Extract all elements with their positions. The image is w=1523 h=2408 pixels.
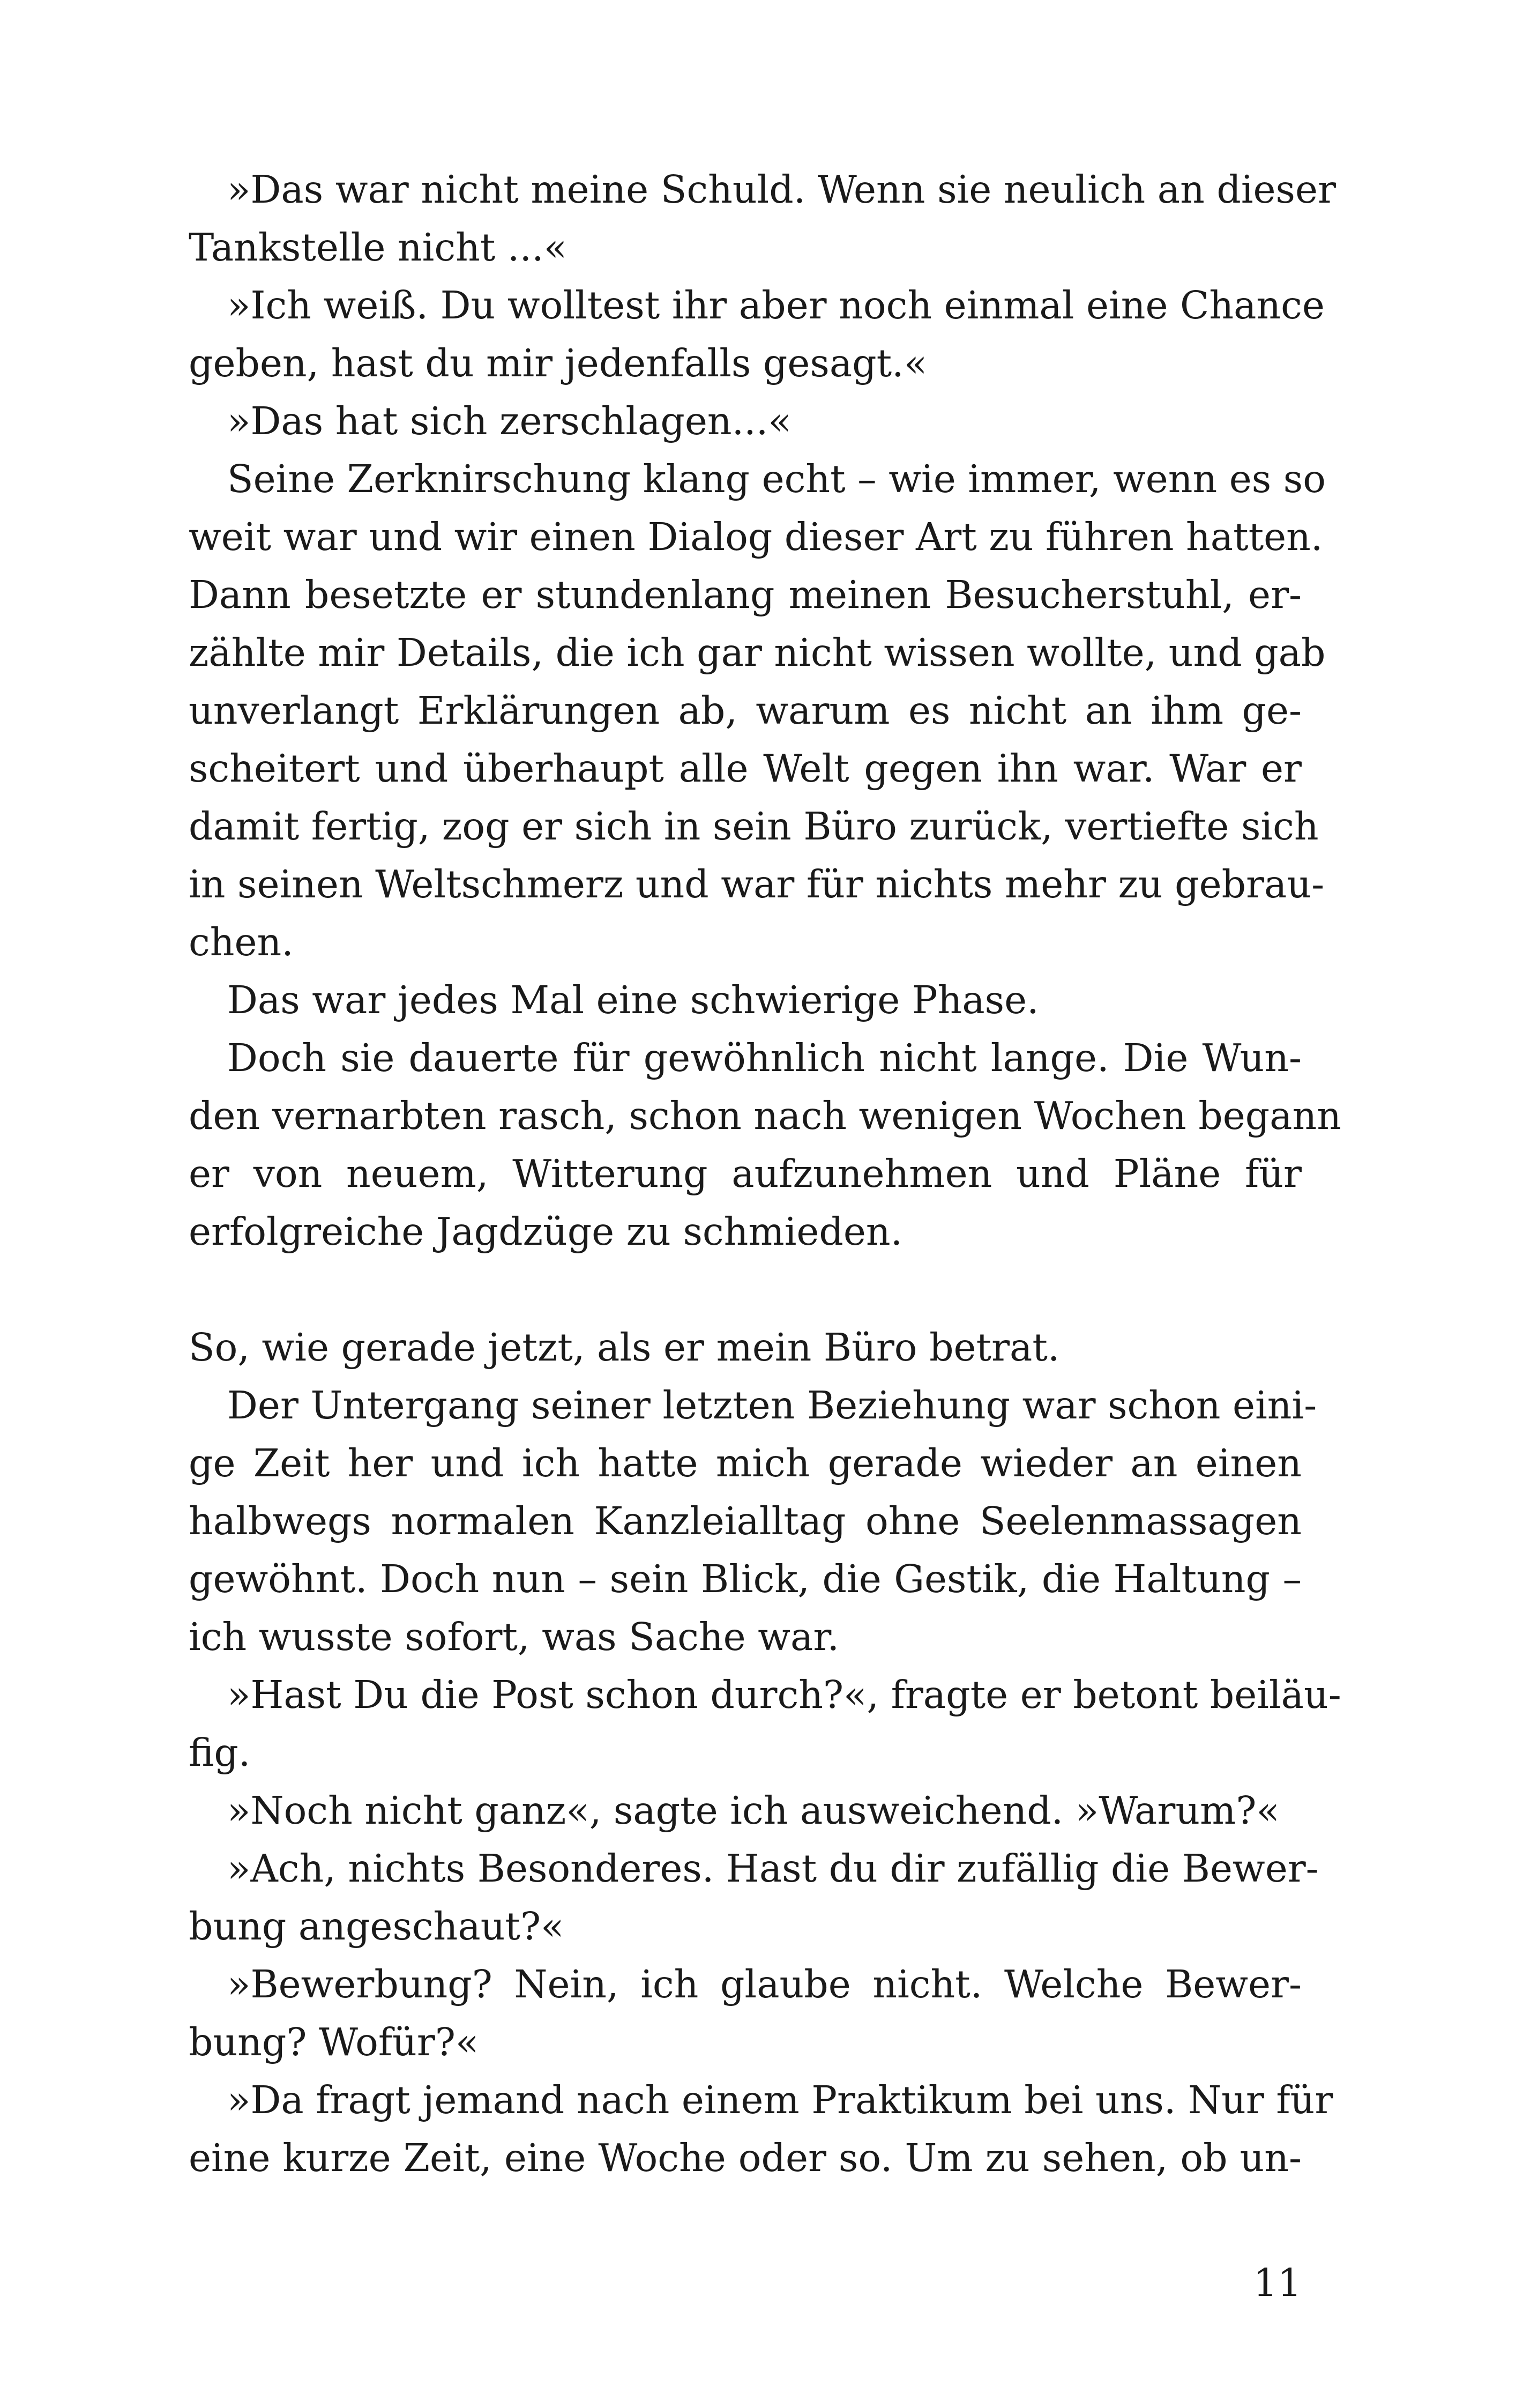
text-line: fig. <box>189 1730 251 1775</box>
text-line: weit war und wir einen Dialog dieser Art zu führen hatten. <box>189 515 1323 559</box>
text-line: ich wusste sofort, was Sache war. <box>189 1615 840 1659</box>
text-line: »Hast Du die Post schon durch?«, fragte er betont beiläu- <box>227 1673 1341 1717</box>
text-line: damit fertig, zog er sich in sein Büro zurück, vertiefte sich <box>189 804 1319 849</box>
text-line: Der Untergang seiner letzten Beziehung war schon eini- <box>227 1383 1317 1428</box>
text-line: Tankstelle nicht ...« <box>189 225 568 270</box>
text-line: »Das hat sich zerschlagen...« <box>227 399 792 443</box>
text-line: den vernarbten rasch, schon nach wenigen Wochen begann <box>189 1094 1341 1138</box>
text-line: Das war jedes Mal eine schwierige Phase. <box>227 978 1039 1022</box>
text-line: Seine Zerknirschung klang echt – wie immer, wenn es so <box>227 457 1326 501</box>
book-page <box>189 0 1341 2408</box>
text-line: »Ach, nichts Besonderes. Hast du dir zufällig die Bewer- <box>227 1846 1319 1891</box>
text-line: erfolgreiche Jagdzüge zu schmieden. <box>189 1209 903 1254</box>
text-line: halbwegs normalen Kanzleialltag ohne Seelenmassagen <box>189 1499 1302 1543</box>
body-text <box>189 161 1341 2187</box>
text-line: »Da fragt jemand nach einem Praktikum bei uns. Nur für <box>227 2078 1333 2122</box>
text-line: geben, hast du mir jedenfalls gesagt.« <box>189 341 928 385</box>
text-line: Dann besetzte er stundenlang meinen Besucherstuhl, er- <box>189 573 1302 617</box>
text-line: »Das war nicht meine Schuld. Wenn sie neulich an dieser <box>227 167 1336 212</box>
text-line: Doch sie dauerte für gewöhnlich nicht lange. Die Wun- <box>227 1036 1302 1080</box>
text-line: chen. <box>189 920 294 964</box>
text-line: »Noch nicht ganz«, sagte ich ausweichend. »Warum?« <box>227 1788 1280 1833</box>
text-line: ge Zeit her und ich hatte mich gerade wieder an einen <box>189 1441 1302 1485</box>
text-line: zählte mir Details, die ich gar nicht wissen wollte, und gab <box>189 630 1326 675</box>
page-number: 11 <box>1253 2261 1302 2305</box>
text-line: in seinen Weltschmerz und war für nichts mehr zu gebrau- <box>189 862 1325 906</box>
text-line: bung? Wofür?« <box>189 2020 479 2064</box>
text-line: bung angeschaut?« <box>189 1904 564 1949</box>
text-line: gewöhnt. Doch nun – sein Blick, die Gestik, die Haltung – <box>189 1557 1302 1601</box>
section-break <box>189 1261 1302 1319</box>
text-line: unverlangt Erklärungen ab, warum es nicht an ihm ge- <box>189 688 1302 733</box>
text-line: So, wie gerade jetzt, als er mein Büro betrat. <box>189 1325 1060 1370</box>
text-line: er von neuem, Witterung aufzunehmen und Pläne für <box>189 1151 1302 1196</box>
text-line: eine kurze Zeit, eine Woche oder so. Um zu sehen, ob un- <box>189 2136 1302 2180</box>
text-line: »Bewerbung? Nein, ich glaube nicht. Welche Bewer- <box>227 1962 1302 2006</box>
text-line: scheitert und überhaupt alle Welt gegen ihn war. War er <box>189 746 1302 791</box>
text-line: »Ich weiß. Du wolltest ihr aber noch einmal eine Chance <box>227 283 1325 328</box>
